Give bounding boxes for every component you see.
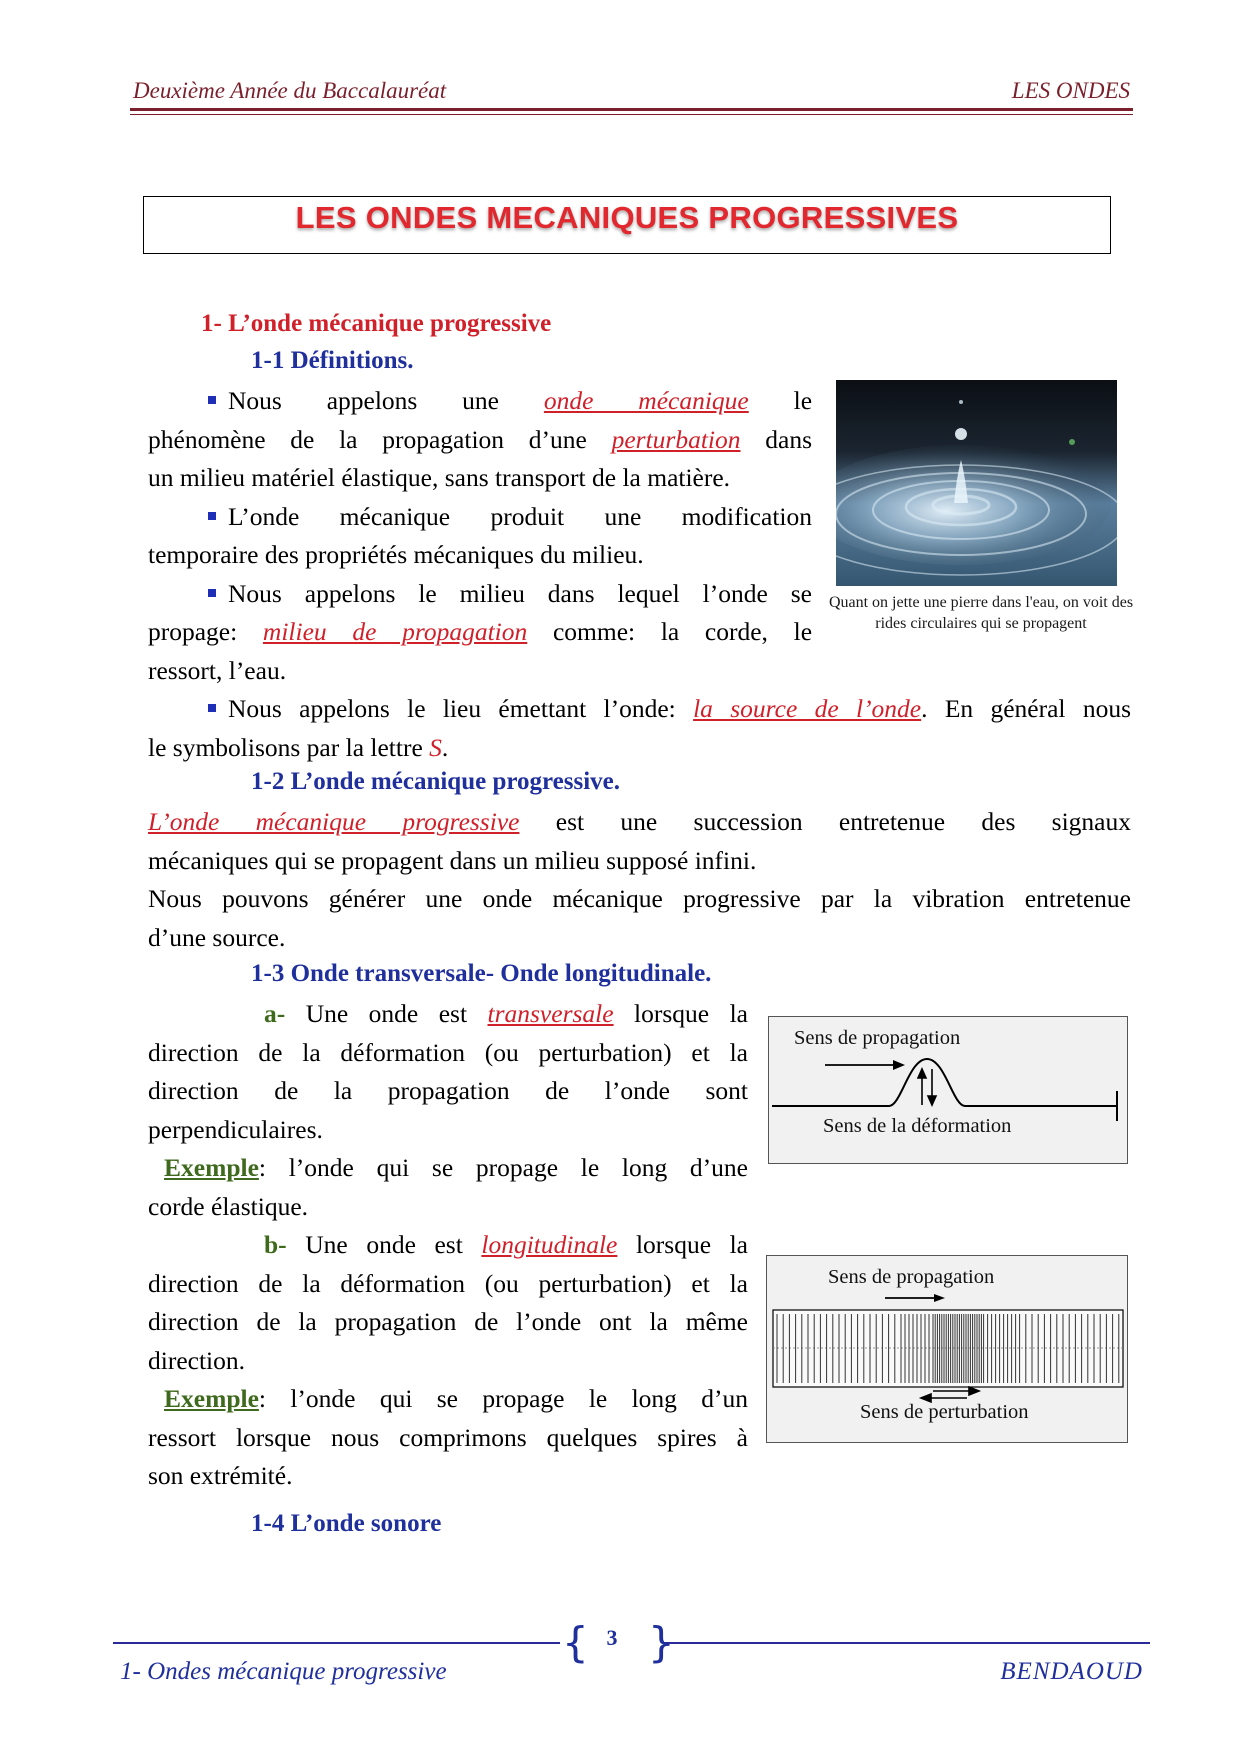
- subsection-heading-1-4: 1-4 L’onde sonore: [251, 1510, 442, 1537]
- transverse-wave-diagram: [768, 1016, 1128, 1164]
- photo-caption: Quant on jette une pierre dans l'eau, on voit des rides circulaires qui se propagent: [828, 594, 1134, 632]
- term-longitudinale: longitudinale: [481, 1230, 618, 1259]
- right-brace-icon: }: [648, 1618, 675, 1667]
- transversal-block: [148, 995, 748, 1226]
- string-pulse: [772, 1059, 1117, 1121]
- trans-text-2: lorsque la: [634, 999, 748, 1028]
- def4-text-c: le symbolisons par la lettre: [148, 732, 423, 762]
- term-perturbation: perturbation: [611, 424, 741, 454]
- footer-right: BENDAOUD: [1000, 1658, 1143, 1685]
- trans-text-4: direction de la propagation de l’onde sont: [148, 1076, 748, 1105]
- trans-text-5: perpendiculaires.: [148, 1114, 323, 1144]
- propagation-arrow-icon: [885, 1294, 945, 1302]
- definitions-block: [148, 382, 812, 690]
- header-rule-thin: [130, 114, 1133, 115]
- example-a-text-1: : l’onde qui se propage le long d’une: [258, 1153, 748, 1182]
- long-text-3: direction de la déformation (ou perturbation) et la: [148, 1268, 748, 1298]
- long-text-2: lorsque la: [635, 1230, 748, 1259]
- example-label-b: Exemple: [164, 1384, 259, 1413]
- header-right: LES ONDES: [1011, 78, 1130, 103]
- page-title: LES ONDES MECANIQUES PROGRESSIVES: [295, 200, 959, 235]
- term-onde-mecanique: onde mécanique: [543, 386, 749, 415]
- def1-text-b: le: [793, 386, 813, 415]
- def4-block: [148, 690, 1131, 767]
- footer-rule-right: [664, 1642, 1150, 1644]
- def3-text-a: Nous appelons le milieu dans lequel l’onde se: [228, 578, 812, 608]
- term-transversale: transversale: [487, 999, 614, 1028]
- label-a: a-: [264, 999, 286, 1028]
- prog-text-a: est une succession entretenue des signaux: [555, 807, 1131, 836]
- def3-text-d: ressort, l’eau.: [148, 655, 287, 685]
- diag2-perturbation-label: Sens de perturbation: [860, 1401, 1029, 1423]
- label-b: b-: [264, 1230, 287, 1259]
- bullet-icon: [208, 512, 216, 520]
- term-source-onde: la source de l’onde: [693, 694, 922, 723]
- header-left: Deuxième Année du Baccalauréat: [133, 78, 447, 103]
- def1-text-c: phénomène de la propagation d’une: [148, 424, 587, 454]
- def3-text-b: propage:: [148, 617, 238, 646]
- subsection-heading-1-3: 1-3 Onde transversale- Onde longitudinale.: [251, 960, 712, 987]
- section-heading-1: 1- L’onde mécanique progressive: [201, 310, 552, 337]
- example-b-text-3: son extrémité.: [148, 1461, 293, 1490]
- def3-text-c: comme: la corde, le: [552, 617, 813, 646]
- def4-text-b: . En général nous: [921, 694, 1131, 723]
- trans-text-1: Une onde est: [305, 999, 468, 1028]
- header-rule: [130, 108, 1133, 111]
- symbol-s: S: [429, 732, 442, 762]
- example-label-a: Exemple: [164, 1153, 259, 1182]
- term-milieu-propagation: milieu de propagation: [262, 617, 528, 646]
- def1-text-d: dans: [765, 424, 813, 454]
- trans-text-3: direction de la déformation (ou perturbation) et la: [148, 1037, 748, 1067]
- def1-text-e: un milieu matériel élastique, sans transport de la matière.: [148, 463, 731, 492]
- subsection-heading-1-2: 1-2 L’onde mécanique progressive.: [251, 768, 620, 795]
- diag2-propagation-label: Sens de propagation: [828, 1266, 995, 1288]
- def4-text-a: Nous appelons le lieu émettant l’onde:: [228, 694, 676, 723]
- diag1-deformation-label: Sens de la déformation: [823, 1115, 1012, 1137]
- footer-left: 1- Ondes mécanique progressive: [120, 1658, 447, 1685]
- bullet-icon: [208, 704, 216, 712]
- long-text-1: Une onde est: [305, 1230, 463, 1259]
- perturbation-arrows-icon: [921, 1387, 979, 1402]
- bullet-icon: [208, 396, 216, 404]
- water-drop-photo: [836, 380, 1117, 586]
- prog-text-d: d’une source.: [148, 922, 286, 952]
- footer-rule-left: [113, 1642, 560, 1644]
- left-brace-icon: {: [562, 1618, 589, 1667]
- longitudinal-wave-diagram: [766, 1255, 1128, 1443]
- page-number: 3: [606, 1625, 618, 1650]
- long-text-4: direction de la propagation de l’onde ont la même: [148, 1307, 748, 1336]
- long-text-5: direction.: [148, 1345, 246, 1375]
- progressive-wave-block: [148, 803, 1131, 957]
- def1-text-a: Nous appelons une: [228, 386, 500, 415]
- deformation-arrows-icon: [918, 1069, 936, 1105]
- propagation-arrow-icon: [825, 1060, 905, 1070]
- longitudinal-block: [148, 1226, 748, 1496]
- subsection-heading-1-1: 1-1 Définitions.: [251, 347, 414, 374]
- term-onde-progressive: L’onde mécanique progressive: [148, 807, 520, 836]
- prog-text-c: Nous pouvons générer une onde mécanique progressive par la vibration entretenue: [148, 884, 1131, 913]
- def2-text-a: L’onde mécanique produit une modification: [228, 501, 812, 531]
- example-b-text-2: ressort lorsque nous comprimons quelques spires à: [148, 1422, 748, 1452]
- prog-text-b: mécaniques qui se propagent dans un milieu supposé infini.: [148, 845, 757, 875]
- def4-text-d: .: [441, 732, 449, 762]
- example-b-text-1: : l’onde qui se propage le long d’un: [258, 1384, 748, 1413]
- diag1-propagation-label: Sens de propagation: [794, 1027, 961, 1049]
- bullet-icon: [208, 589, 216, 597]
- def2-text-b: temporaire des propriétés mécaniques du milieu.: [148, 540, 644, 569]
- example-a-text-2: corde élastique.: [148, 1191, 309, 1221]
